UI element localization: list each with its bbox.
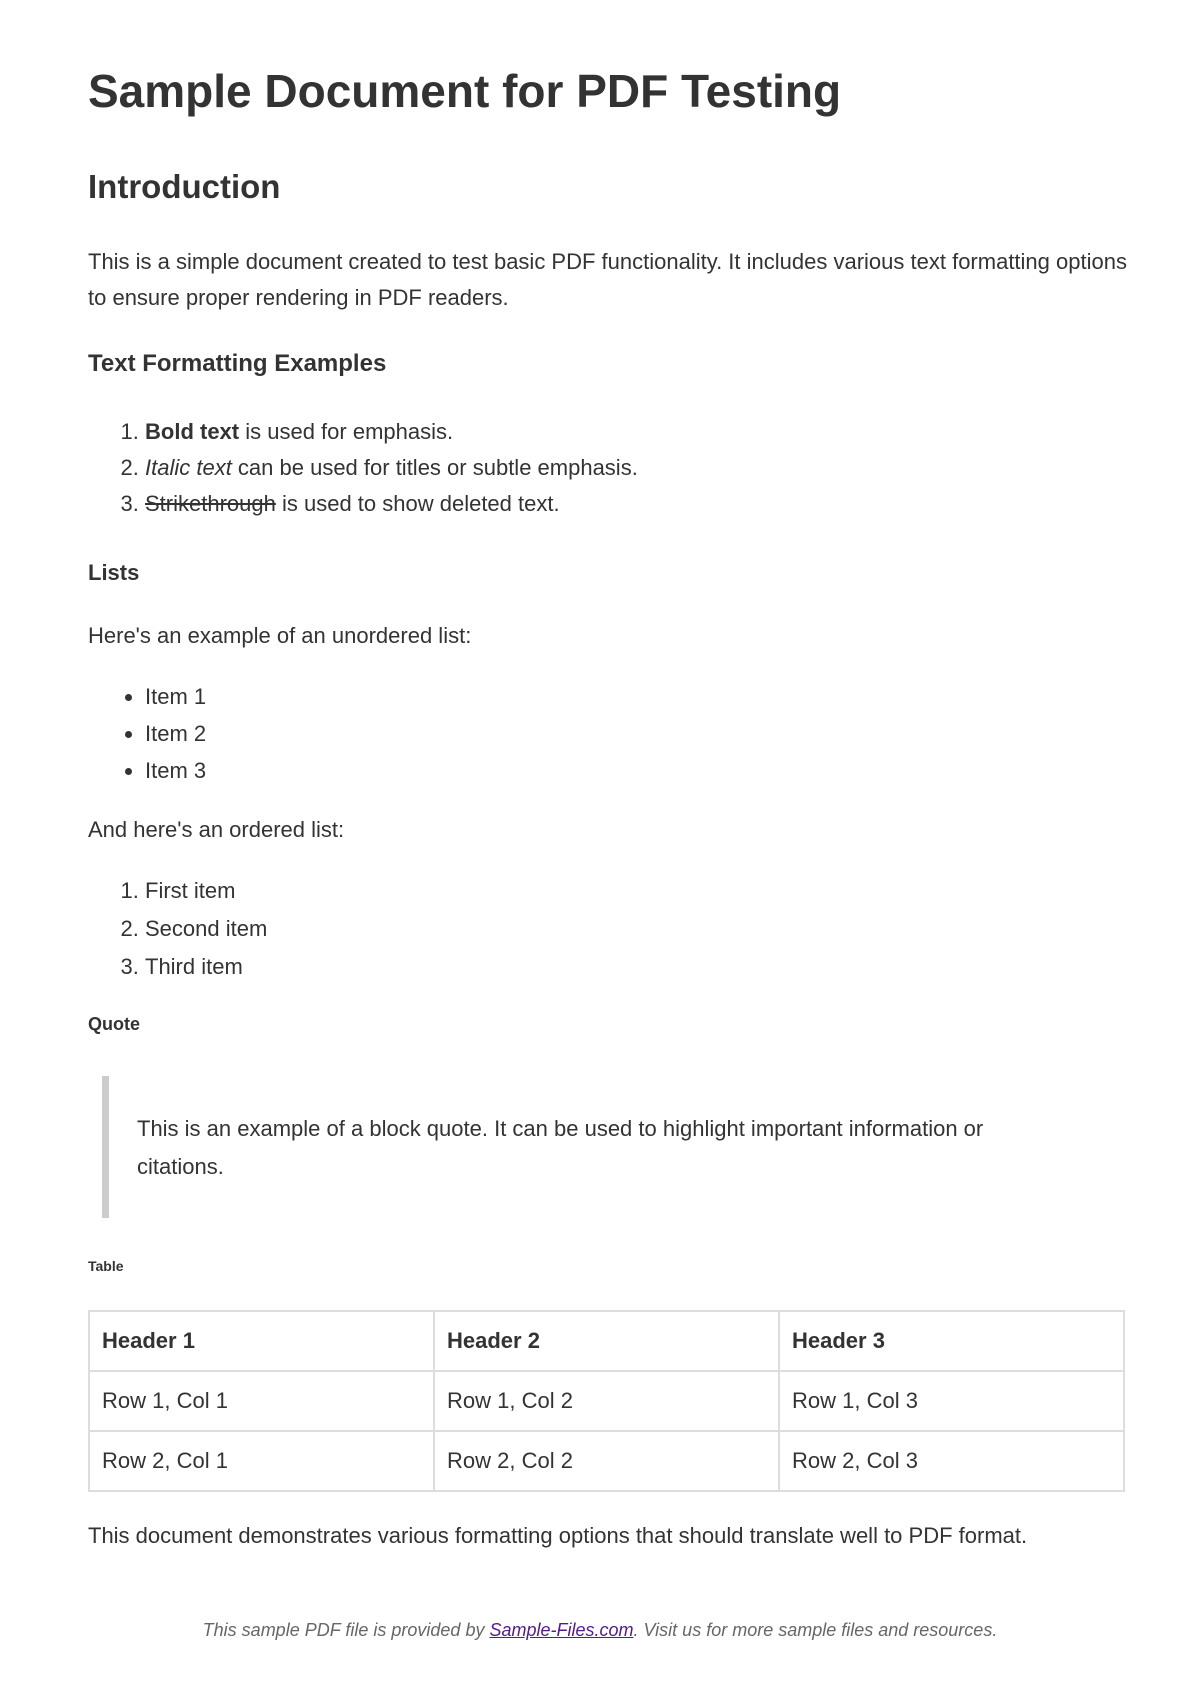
list-item-text: can be used for titles or subtle emphasis. — [231, 455, 638, 480]
footer-note — [0, 1612, 1200, 1648]
table-header-cell: Header 3 — [779, 1311, 1124, 1371]
ordered-list — [88, 872, 945, 986]
table-cell: Row 2, Col 1 — [89, 1431, 434, 1491]
footer-text-before: This sample PDF file is provided by — [202, 1620, 490, 1640]
list-item: • Item 1 — [145, 678, 945, 715]
table-header-row — [89, 1311, 1124, 1371]
list-item — [145, 414, 1145, 450]
text-formatting-list — [88, 414, 1145, 522]
table-cell: Row 1, Col 1 — [89, 1371, 434, 1431]
table-row — [89, 1431, 1124, 1491]
table-cell: Row 1, Col 2 — [434, 1371, 779, 1431]
closing-paragraph: This document demonstrates various formatting options that should translate well to PDF format. — [88, 1523, 1028, 1548]
quote-heading: Quote — [88, 1014, 140, 1034]
table-header-cell: Header 1 — [89, 1311, 434, 1371]
strikethrough-text: Strikethrough — [145, 491, 276, 516]
block-quote — [102, 1076, 1032, 1218]
list-item: • Item 3 — [145, 752, 945, 789]
list-item — [145, 450, 1145, 486]
list-item: 2. Second item — [145, 910, 945, 948]
unordered-list — [88, 678, 945, 789]
table-header-cell: Header 2 — [434, 1311, 779, 1371]
lists-heading: Lists — [88, 560, 140, 585]
ordered-list-intro: And here's an ordered list: — [88, 817, 345, 842]
table-cell: Row 2, Col 2 — [434, 1431, 779, 1491]
footer-text-after: . Visit us for more sample files and resources. — [633, 1620, 998, 1640]
document-title: Sample Document for PDF Testing — [88, 65, 842, 117]
sample-files-link[interactable]: Sample-Files.com — [489, 1620, 634, 1640]
italic-text: Italic text — [145, 455, 232, 480]
data-table — [88, 1310, 1125, 1492]
table-cell: Row 2, Col 3 — [779, 1431, 1124, 1491]
list-item: 3. Third item — [145, 948, 945, 986]
table-heading: Table — [88, 1258, 124, 1274]
list-item — [145, 486, 1145, 522]
text-formatting-heading: Text Formatting Examples — [88, 350, 387, 377]
list-item: 1. First item — [145, 872, 945, 910]
introduction-heading: Introduction — [88, 168, 281, 205]
table-row — [89, 1371, 1124, 1431]
table-cell: Row 1, Col 3 — [779, 1371, 1124, 1431]
list-item-text: is used for emphasis. — [239, 419, 454, 444]
introduction-paragraph: This is a simple document created to test basic PDF functionality. It includes various text formatting options to ensure proper rendering in PDF readers. — [88, 249, 1127, 310]
bold-text: Bold text — [145, 419, 240, 444]
unordered-list-intro: Here's an example of an unordered list: — [88, 623, 472, 648]
block-quote-text: This is an example of a block quote. It can be used to highlight important information or citations. — [137, 1116, 984, 1179]
list-item: • Item 2 — [145, 715, 945, 752]
list-item-text: is used to show deleted text. — [275, 491, 560, 516]
